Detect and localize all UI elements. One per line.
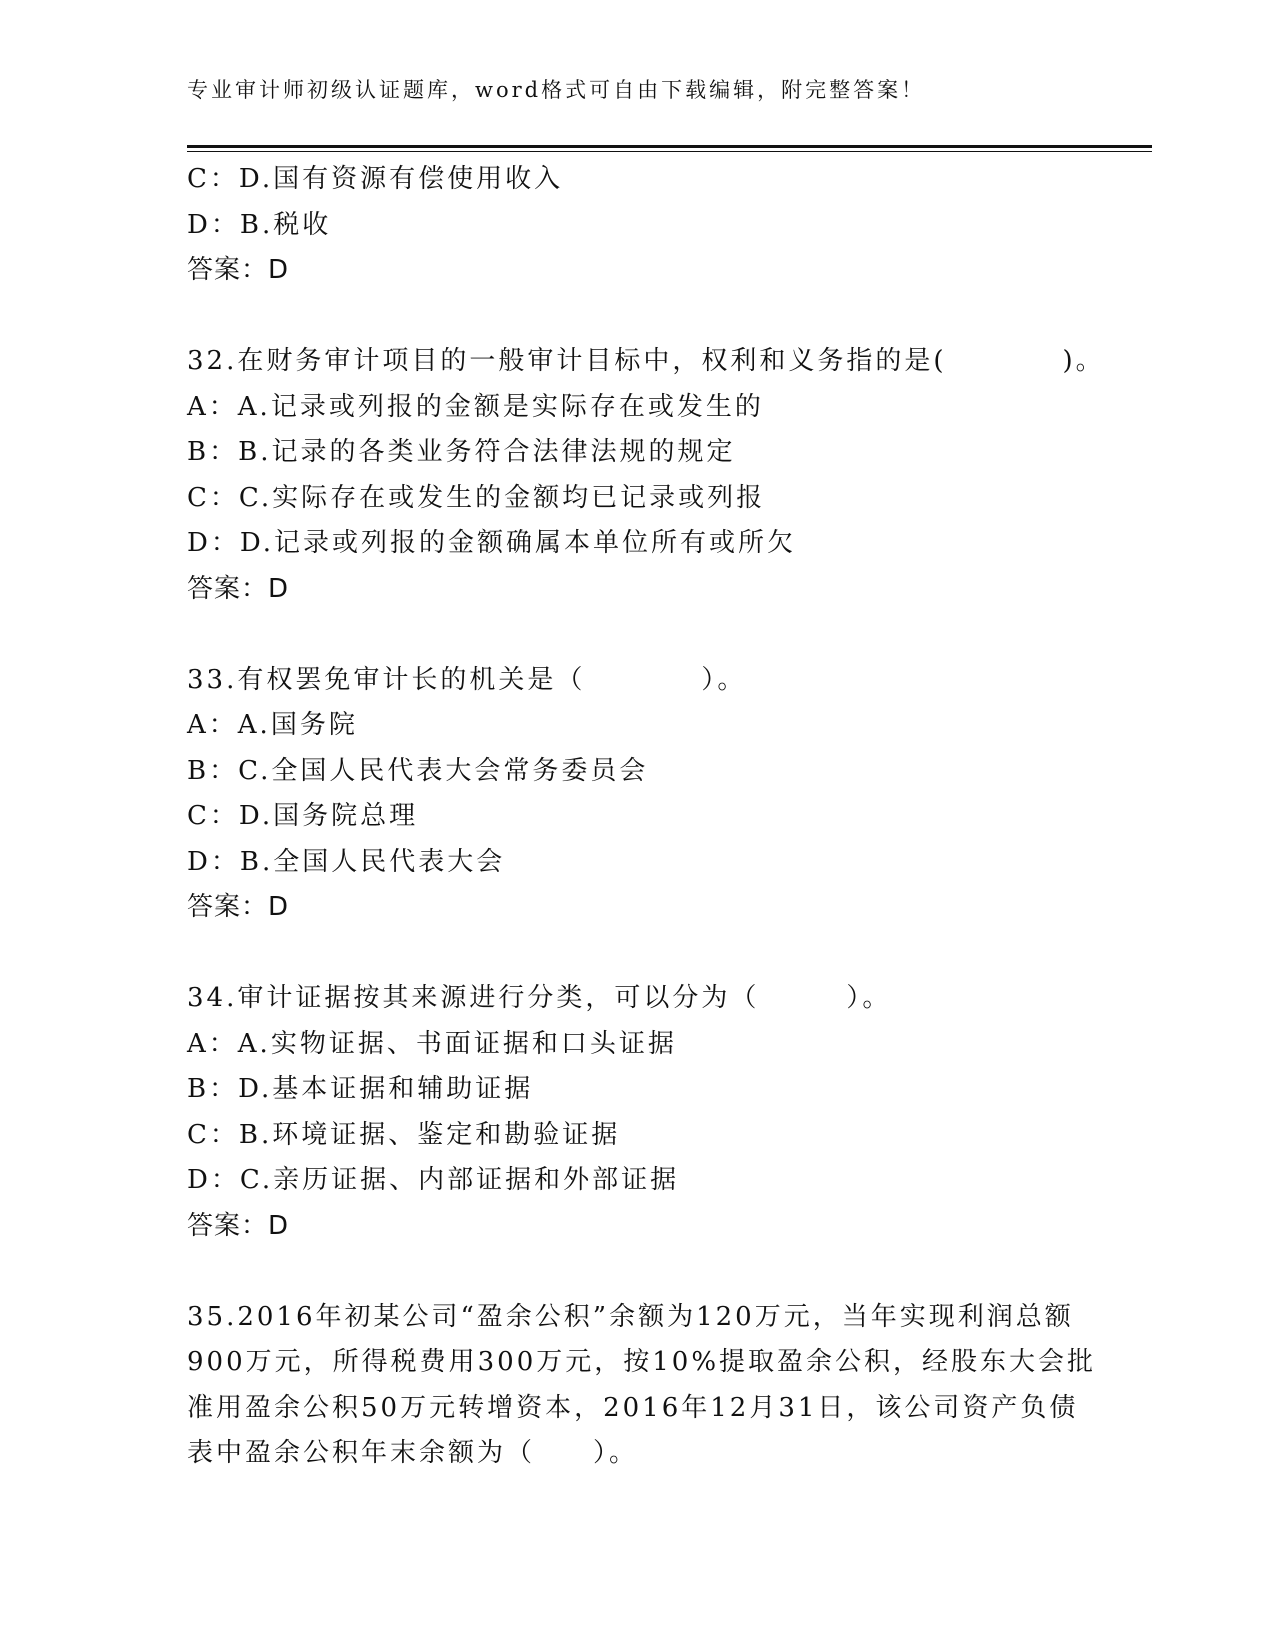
question-33 (187, 658, 1087, 931)
option-d: D：D.记录或列报的金额确属本单位所有或所欠 (187, 528, 797, 558)
question-31-continued (187, 157, 1087, 294)
header-rule-thick (187, 145, 1152, 148)
spacer (187, 1249, 1087, 1295)
answer-line: 答案：D (187, 892, 290, 922)
option-a: A：A.记录或列报的金额是实际存在或发生的 (187, 391, 764, 422)
option-b: B：C.全国人民代表大会常务委员会 (187, 755, 649, 786)
question-35 (187, 1295, 1097, 1477)
answer-line: 答案：D (187, 1210, 290, 1241)
question-stem: 34.审计证据按其来源进行分类，可以分为（ ）。 (187, 983, 892, 1013)
question-stem-line-1: 35.2016年初某公司“盈余公积”余额为120万元，当年实现利润总额 (187, 1301, 1074, 1332)
document-body (187, 157, 1105, 1477)
question-stem: 32.在财务审计项目的一般审计目标中，权利和义务指的是( )。 (187, 346, 1105, 376)
option-d: D：B.税收 (187, 209, 332, 240)
spacer (187, 931, 1087, 977)
option-a: A：A.实物证据、书面证据和口头证据 (187, 1028, 677, 1059)
option-c: C：D.国务院总理 (187, 801, 419, 831)
option-c: C：B.环境证据、鉴定和勘验证据 (187, 1119, 621, 1150)
answer-line: 答案：D (187, 573, 290, 604)
answer-line: 答案：D (187, 255, 290, 285)
spacer (187, 612, 1087, 658)
page-header: 专业审计师初级认证题库，word格式可自由下载编辑，附完整答案！ (187, 78, 926, 102)
header-rule-thin (187, 151, 1152, 152)
option-c: C：D.国有资源有偿使用收入 (187, 164, 564, 194)
question-stem: 33.有权罢免审计长的机关是（ ）。 (187, 664, 747, 695)
option-d: D：B.全国人民代表大会 (187, 846, 506, 877)
option-c: C：C.实际存在或发生的金额均已记录或列报 (187, 482, 766, 513)
question-32 (187, 339, 1105, 612)
question-stem-line-3: 准用盈余公积50万元转增资本，2016年12月31日，该公司资产负债 (187, 1392, 1079, 1423)
question-stem-line-2: 900万元，所得税费用300万元，按10%提取盈余公积，经股东大会批 (187, 1347, 1097, 1377)
spacer (187, 294, 1087, 340)
option-a: A：A.国务院 (187, 710, 358, 740)
question-34 (187, 976, 1087, 1249)
option-b: B：D.基本证据和辅助证据 (187, 1074, 534, 1104)
option-b: B：B.记录的各类业务符合法律法规的规定 (187, 437, 736, 467)
option-d: D：C.亲历证据、内部证据和外部证据 (187, 1165, 680, 1195)
question-stem-line-4: 表中盈余公积年末余额为（ ）。 (187, 1438, 639, 1468)
